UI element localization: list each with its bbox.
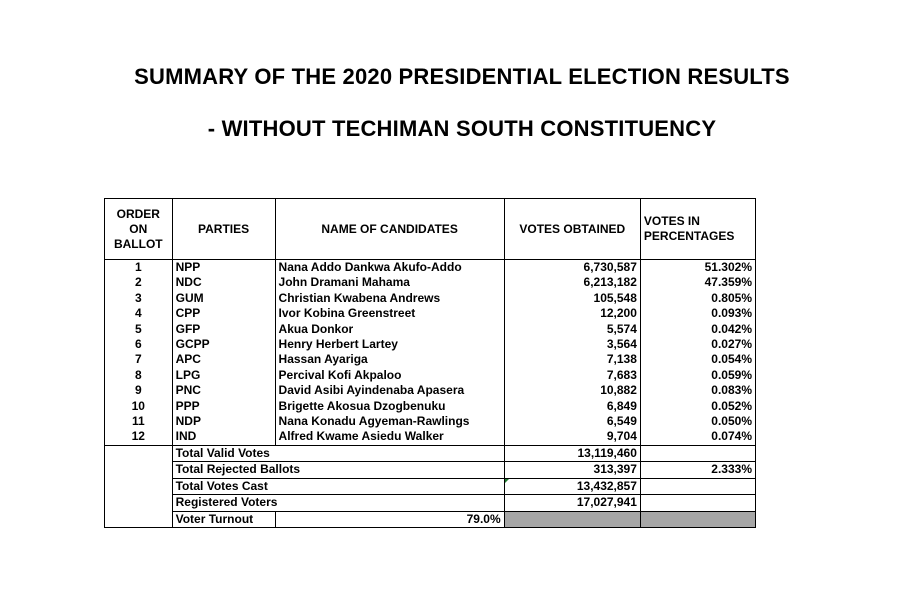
summary-row-cast — [105, 478, 756, 494]
cell-candidate-name: Akua Donkor — [275, 322, 504, 337]
summary-label-registered: Registered Voters — [172, 495, 504, 511]
cell-percentage: 0.052% — [640, 399, 755, 414]
cell-votes: 6,213,182 — [504, 275, 640, 290]
cell-order: 7 — [105, 352, 173, 367]
cell-order: 6 — [105, 337, 173, 352]
cell-candidate-name: Alfred Kwame Asiedu Walker — [275, 429, 504, 445]
table-row — [105, 275, 756, 290]
cell-party: NDC — [172, 275, 275, 290]
cell-party: IND — [172, 429, 275, 445]
summary-pct-valid — [640, 445, 755, 461]
cell-order: 2 — [105, 275, 173, 290]
summary-row-registered — [105, 495, 756, 511]
summary-pct-rejected: 2.333% — [640, 462, 755, 478]
header-candidate-names: NAME OF CANDIDATES — [275, 199, 504, 260]
header-parties: PARTIES — [172, 199, 275, 260]
cell-votes: 6,849 — [504, 399, 640, 414]
cell-percentage: 0.059% — [640, 368, 755, 383]
summary-row-turnout — [105, 511, 756, 527]
cell-votes: 6,730,587 — [504, 260, 640, 276]
cell-party: NPP — [172, 260, 275, 276]
cell-candidate-name: Nana Konadu Agyeman-Rawlings — [275, 414, 504, 429]
cell-party: PPP — [172, 399, 275, 414]
cell-party: NDP — [172, 414, 275, 429]
header-votes-obtained: VOTES OBTAINED — [504, 199, 640, 260]
table-row — [105, 337, 756, 352]
cell-votes: 5,574 — [504, 322, 640, 337]
cell-percentage: 0.042% — [640, 322, 755, 337]
summary-votes-registered: 17,027,941 — [504, 495, 640, 511]
cell-candidate-name: Ivor Kobina Greenstreet — [275, 306, 504, 321]
header-order-on-ballot — [105, 199, 173, 260]
page-title: SUMMARY OF THE 2020 PRESIDENTIAL ELECTION RESULTS — [134, 64, 790, 89]
summary-votes-cast-value: 13,432,857 — [576, 478, 637, 493]
cell-votes: 7,683 — [504, 368, 640, 383]
table-row — [105, 260, 756, 276]
summary-votes-rejected: 313,397 — [504, 462, 640, 478]
cell-party: GCPP — [172, 337, 275, 352]
cell-percentage: 0.050% — [640, 414, 755, 429]
table-row — [105, 399, 756, 414]
cell-votes: 3,564 — [504, 337, 640, 352]
cell-order: 3 — [105, 291, 173, 306]
cell-candidate-name: Percival Kofi Akpaloo — [275, 368, 504, 383]
cell-candidate-name: David Asibi Ayindenaba Apasera — [275, 383, 504, 398]
header-pct-line1: VOTES IN — [643, 214, 700, 228]
cell-party: APC — [172, 352, 275, 367]
summary-grey-cell-votes — [504, 511, 640, 527]
cell-percentage: 0.093% — [640, 306, 755, 321]
cell-party: PNC — [172, 383, 275, 398]
summary-label-cast: Total Votes Cast — [172, 478, 504, 494]
table-row — [105, 383, 756, 398]
header-order-line1: ORDER — [116, 206, 160, 221]
table-row — [105, 322, 756, 337]
table-header-row — [105, 199, 756, 260]
cell-percentage: 0.083% — [640, 383, 755, 398]
cell-votes: 9,704 — [504, 429, 640, 445]
summary-votes-valid: 13,119,460 — [504, 445, 640, 461]
cell-candidate-name: Henry Herbert Lartey — [275, 337, 504, 352]
summary-blank-cell — [105, 445, 173, 527]
cell-votes: 7,138 — [504, 352, 640, 367]
header-pct-line2: PERCENTAGES — [643, 229, 735, 243]
cell-candidate-name: Christian Kwabena Andrews — [275, 291, 504, 306]
cell-party: GFP — [172, 322, 275, 337]
summary-label-turnout: Voter Turnout — [172, 511, 275, 527]
summary-grey-cell-pct — [640, 511, 755, 527]
header-order-line2: ON — [129, 221, 148, 236]
table-row — [105, 414, 756, 429]
cell-order: 10 — [105, 399, 173, 414]
cell-candidate-name: Nana Addo Dankwa Akufo-Addo — [275, 260, 504, 276]
cell-order: 11 — [105, 414, 173, 429]
cell-order: 8 — [105, 368, 173, 383]
comment-marker-icon — [505, 479, 509, 483]
summary-row-rejected — [105, 462, 756, 478]
table-row — [105, 368, 756, 383]
cell-percentage: 0.805% — [640, 291, 755, 306]
cell-percentage: 47.359% — [640, 275, 755, 290]
cell-order: 1 — [105, 260, 173, 276]
table-row — [105, 352, 756, 367]
cell-order: 5 — [105, 322, 173, 337]
summary-value-turnout: 79.0% — [275, 511, 504, 527]
header-votes-percentages — [640, 199, 755, 260]
summary-label-rejected: Total Rejected Ballots — [172, 462, 504, 478]
cell-party: GUM — [172, 291, 275, 306]
cell-percentage: 0.074% — [640, 429, 755, 445]
cell-candidate-name: John Dramani Mahama — [275, 275, 504, 290]
page-subtitle: - WITHOUT TECHIMAN SOUTH CONSTITUENCY — [207, 116, 717, 141]
cell-votes: 10,882 — [504, 383, 640, 398]
cell-votes: 12,200 — [504, 306, 640, 321]
cell-order: 12 — [105, 429, 173, 445]
cell-percentage: 0.054% — [640, 352, 755, 367]
summary-pct-registered — [640, 495, 755, 511]
summary-pct-cast — [640, 478, 755, 494]
table-row — [105, 291, 756, 306]
cell-order: 4 — [105, 306, 173, 321]
table-row — [105, 429, 756, 445]
cell-candidate-name: Hassan Ayariga — [275, 352, 504, 367]
results-table — [104, 198, 756, 528]
cell-percentage: 51.302% — [640, 260, 755, 276]
table-row — [105, 306, 756, 321]
header-order-line3: BALLOT — [113, 236, 163, 251]
summary-row-valid — [105, 445, 756, 461]
cell-candidate-name: Brigette Akosua Dzogbenuku — [275, 399, 504, 414]
cell-order: 9 — [105, 383, 173, 398]
cell-votes: 6,549 — [504, 414, 640, 429]
summary-votes-cast — [504, 478, 640, 494]
cell-percentage: 0.027% — [640, 337, 755, 352]
summary-label-valid: Total Valid Votes — [172, 445, 504, 461]
cell-party: LPG — [172, 368, 275, 383]
cell-party: CPP — [172, 306, 275, 321]
cell-votes: 105,548 — [504, 291, 640, 306]
